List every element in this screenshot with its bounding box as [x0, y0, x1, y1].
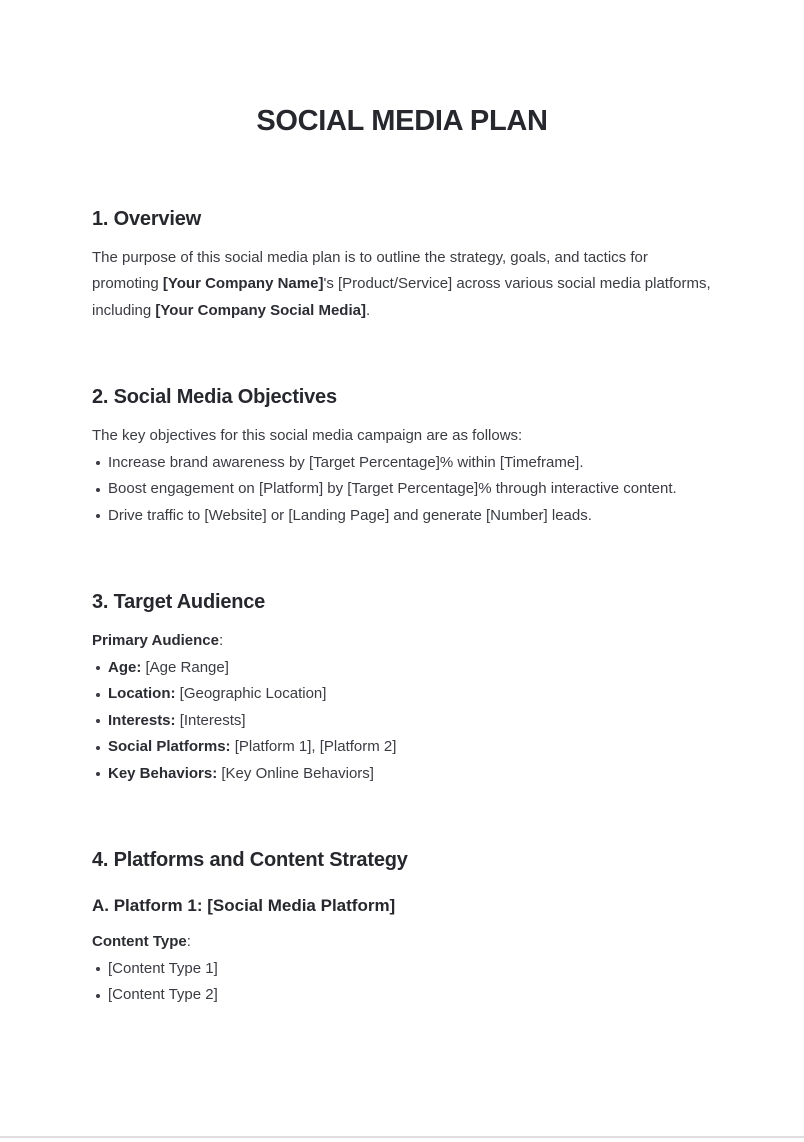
audience-item-value: [Age Range] — [141, 658, 229, 676]
content-type-item: [Content Type 2] — [92, 982, 712, 1009]
overview-text-segment: . — [365, 301, 371, 319]
audience-heading: 3. Target Audience — [92, 591, 266, 614]
objective-item: Drive traffic to [Website] or [Landing Page] and generate [Number] leads. — [92, 503, 712, 530]
audience-item-label: Interests: — [108, 711, 176, 729]
overview-heading: 1. Overview — [92, 207, 201, 230]
document-title: SOCIAL MEDIA PLAN — [256, 105, 548, 137]
company-name-placeholder: [Your Company Name] — [162, 275, 324, 293]
section-overview — [92, 206, 712, 325]
overview-text-segment: 's [Product/Service] across various social media platforms, including — [92, 275, 711, 319]
platforms-heading: 4. Platforms and Content Strategy — [92, 849, 408, 872]
audience-item-label: Social Platforms: — [108, 738, 231, 756]
content-type-list — [92, 956, 712, 1009]
objectives-heading: 2. Social Media Objectives — [92, 386, 337, 409]
section-platforms-content-strategy — [92, 847, 712, 1009]
audience-list — [92, 655, 712, 788]
audience-item-age — [92, 655, 712, 682]
objective-item: Increase brand awareness by [Target Percentage]% within [Timeframe]. — [92, 450, 712, 477]
audience-item-value: [Interests] — [175, 711, 246, 729]
content-type-label — [92, 929, 712, 956]
page-bottom-divider — [0, 1136, 804, 1138]
objectives-intro: The key objectives for this social media campaign are as follows: — [92, 427, 523, 445]
content-type-label-bold: Content Type — [92, 933, 187, 951]
audience-item-location — [92, 681, 712, 708]
audience-item-value: [Platform 1], [Platform 2] — [230, 738, 397, 756]
primary-audience-label-bold: Primary Audience — [92, 632, 219, 650]
audience-item-interests — [92, 708, 712, 735]
audience-item-label: Key Behaviors: — [108, 764, 218, 782]
overview-paragraph — [92, 245, 712, 325]
overview-text-segment: The purpose of this social media plan is to outline the strategy, goals, and tactics for promoting — [92, 248, 648, 293]
content-type-label-colon: : — [186, 933, 191, 951]
content-type-item: [Content Type 1] — [92, 956, 712, 983]
audience-item-value: [Geographic Location] — [175, 685, 327, 703]
audience-item-label: Location: — [108, 685, 176, 703]
company-social-media-placeholder: [Your Company Social Media] — [155, 301, 366, 319]
primary-audience-label — [92, 628, 712, 655]
primary-audience-label-colon: : — [219, 632, 224, 650]
objectives-list — [92, 450, 712, 530]
audience-item-value: [Key Online Behaviors] — [217, 764, 374, 782]
objective-item: Boost engagement on [Platform] by [Target Percentage]% through interactive content. — [92, 476, 712, 503]
audience-item-social-platforms — [92, 734, 712, 761]
section-objectives — [92, 384, 712, 529]
section-target-audience — [92, 589, 712, 787]
platform-1-subheading: A. Platform 1: [Social Media Platform] — [92, 896, 396, 916]
audience-item-label: Age: — [108, 658, 142, 676]
audience-item-key-behaviors — [92, 761, 712, 788]
